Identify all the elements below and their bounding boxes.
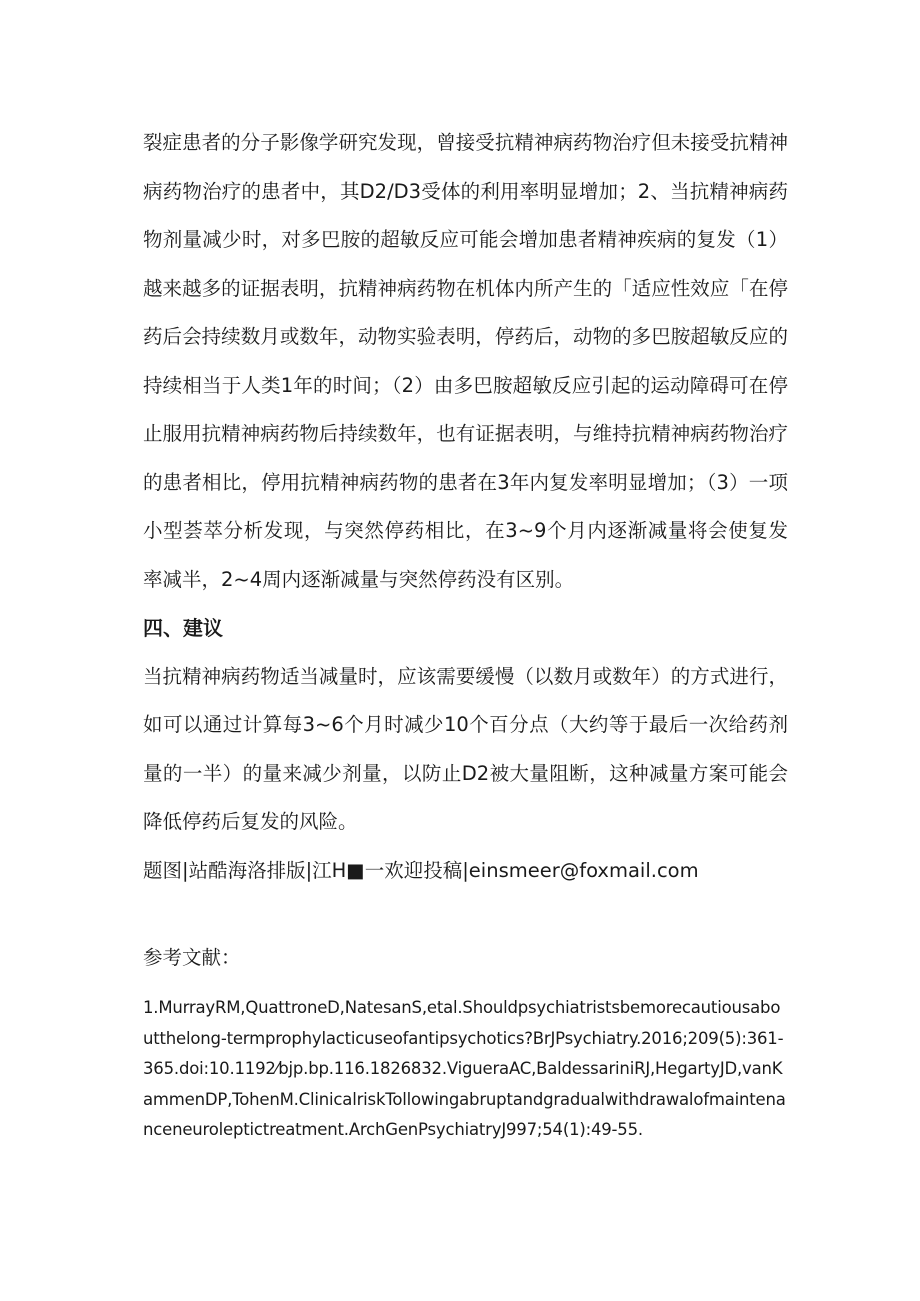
references-list: 1.MurrayRM,QuattroneD,NatesanS,etal.Shouldpsychiatristsbemorecautiousaboutthelong-termprophylacticuseofantipsychotics?BrJPsychiatry.2016;209(5):361-365.doi:10.1192⁄bjp.bp.116.1826832.VigueraAC,BaldessariniRJ,HegartyJD,vanKammenDP,TohenM.ClinicalriskTollowingabruptandgradualwithdrawalofmaintenanceneuroleptictreatment.ArchGenPsychiatryJ997;54(1):49-55. [143, 998, 786, 1139]
recommendation-paragraph: 当抗精神病药物适当减量时，应该需要缓慢（以数月或数年）的方式进行，如可以通过计算每3~6个月时减少10个百分点（大约等于最后一次给药剂量的一半）的量来减少剂量，以防止D2被大量阻断，这种减量方案可能会降低停药后复发的风险。 [143, 664, 788, 833]
references-title: 参考文献： [143, 946, 241, 969]
section-heading: 四、建议 [143, 616, 223, 640]
credit-line: 题图|站酷海洛排版|江H■一欢迎投稿|einsmeer@foxmail.com [143, 858, 699, 882]
document-page [143, 119, 788, 1146]
body-paragraph: 裂症患者的分子影像学研究发现，曾接受抗精神病药物治疗但未接受抗精神病药物治疗的患者中，其D2/D3受体的利用率明显增加；2、当抗精神病药物剂量减少时，对多巴胺的超敏反应可能会增加患者精神疾病的复发（1）越来越多的证据表明，抗精神病药物在机体内所产生的「适应性效应「在停药后会持续数月或数年，动物实验表明，停药后，动物的多巴胺超敏反应的持续相当于人类1年的时间；（2）由多巴胺超敏反应引起的运动障碍可在停止服用抗精神病药物后持续数年，也有证据表明，与维持抗精神病药物治疗的患者相比，停用抗精神病药物的患者在3年内复发率明显增加；（3）一项小型荟萃分析发现，与突然停药相比，在3~9个月内逐渐减量将会使复发率减半，2~4周内逐渐减量与突然停药没有区别。 [143, 131, 788, 591]
